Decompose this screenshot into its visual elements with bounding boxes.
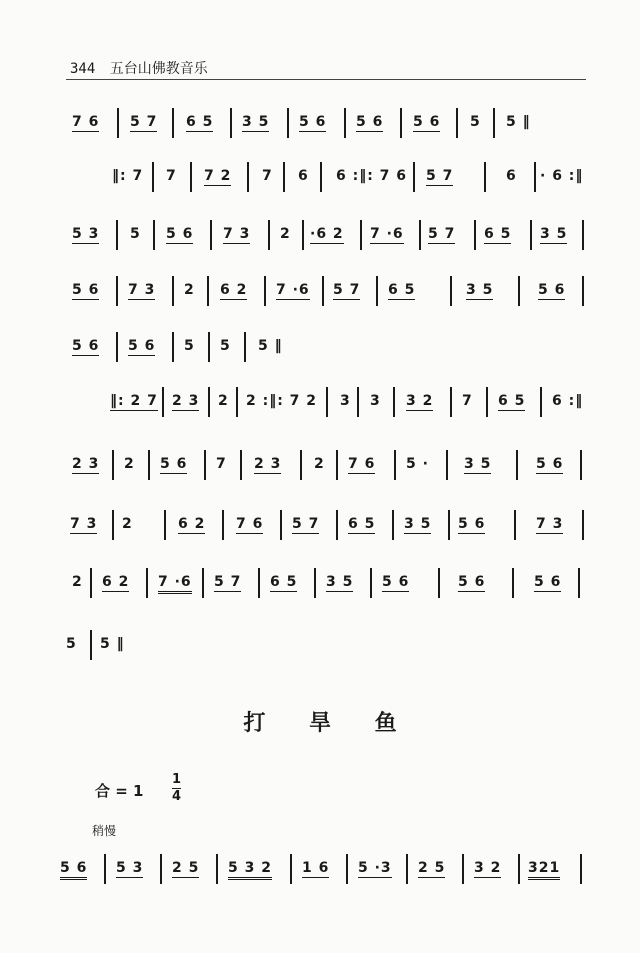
header-rule [66,79,586,80]
barline [413,162,415,192]
measure: 5 6 [534,574,562,590]
barline [190,162,192,192]
measure: 6 [506,168,517,184]
measure: 1 6 [302,860,330,876]
page-header [70,58,208,78]
score-line-1 [0,106,640,146]
barline [518,854,520,884]
barline [244,332,246,362]
barline [117,108,119,138]
barline [207,276,209,306]
measure: 7 6 [348,456,376,472]
meter-top: 1 [172,772,182,787]
measure: 2 3 [172,393,200,409]
measure: 2 [184,282,195,298]
time-signature [172,772,181,805]
measure: 2 :‖: 7 2 [246,393,318,409]
barline [172,332,174,362]
measure: 5 ‖ [506,114,531,130]
measure: 3 5 [466,282,494,298]
measure: 5 7 [428,226,456,242]
barline [357,387,359,417]
measure: 3 2 [474,860,502,876]
measure: 5 3 [72,226,100,242]
piece-title: 打 旱 鱼 [243,711,415,736]
barline [484,162,486,192]
measure: 3 5 [464,456,492,472]
barline [208,332,210,362]
measure: · 6 :‖ [540,168,584,184]
score-line-3 [0,218,640,258]
measure: 2 5 [418,860,446,876]
score-line-9 [0,566,640,606]
barline [290,854,292,884]
measure: 6 2 [102,574,130,590]
measure: 2 5 [172,860,200,876]
barline [534,162,536,192]
measure: 3 [370,393,381,409]
barline [582,510,584,540]
measure: 5 7 [292,516,320,532]
measure: ·6 2 [310,226,344,242]
measure: 2 3 [254,456,282,472]
barline [90,568,92,598]
barline [344,108,346,138]
measure: 5 6 [413,114,441,130]
barline [518,276,520,306]
measure: 6 2 [178,516,206,532]
measure: 321 [528,860,560,880]
meter-bottom: 4 [172,789,182,804]
barline [112,450,114,480]
book-title: 五台山佛教音乐 [109,61,208,77]
measure: 7 3 [128,282,156,298]
barline [280,510,282,540]
measure: 3 5 [404,516,432,532]
score-line-10 [0,628,640,668]
measure: 2 [72,574,83,590]
barline [240,450,242,480]
barline [204,450,206,480]
measure: 5 [130,226,141,242]
measure: 3 [340,393,351,409]
barline [376,276,378,306]
measure: 6 5 [484,226,512,242]
page-number: 344 [70,61,96,77]
measure: 5 6 [382,574,410,590]
barline [360,220,362,250]
measure: 6 5 [348,516,376,532]
barline [172,276,174,306]
key-signature: 合 = 1 [95,782,144,800]
barline [146,568,148,598]
measure: 3 5 [242,114,270,130]
barline [202,568,204,598]
barline [446,450,448,480]
barline [90,630,92,660]
barline [116,332,118,362]
measure: ‖: 7 [112,168,144,184]
barline [406,854,408,884]
barline [438,568,440,598]
measure: 5 [470,114,481,130]
barline [116,220,118,250]
barline [450,276,452,306]
measure: 7 6 [72,114,100,130]
barline [400,108,402,138]
measure: 5 6 [60,860,87,880]
barline [320,162,322,192]
measure: 3 5 [326,574,354,590]
measure: 2 3 [72,456,100,472]
barline [580,854,582,884]
barline [450,387,452,417]
barline [287,108,289,138]
barline [148,450,150,480]
barline [268,220,270,250]
measure: 5 6 [128,338,156,354]
measure: 5 6 [458,574,486,590]
barline [153,220,155,250]
measure: 5 3 2 [228,860,272,880]
measure: 7 6 [236,516,264,532]
barline [116,276,118,306]
measure: 7 ·6 [370,226,404,242]
barline [222,510,224,540]
score-line-2 [0,160,640,200]
measure: 6 5 [270,574,298,590]
measure: 6 :‖ [552,393,584,409]
barline [456,108,458,138]
piece-line-1 [0,852,640,892]
barline [302,220,304,250]
barline [264,276,266,306]
measure: 6 :‖: 7 6 [336,168,408,184]
measure: 5 6 [160,456,188,472]
measure: 5 6 [72,282,100,298]
measure: 5 ·3 [358,860,392,876]
measure: 7 [166,168,177,184]
barline [419,220,421,250]
score-line-4 [0,274,640,314]
measure: 7 3 [223,226,251,242]
barline [486,387,488,417]
score-line-8 [0,508,640,548]
barline [493,108,495,138]
barline [514,510,516,540]
barline [322,276,324,306]
measure: 2 [314,456,325,472]
barline [474,220,476,250]
measure: 5 6 [458,516,486,532]
barline [580,450,582,480]
barline [152,162,154,192]
measure: 5 ‖ [100,636,125,652]
measure: 5 · [406,456,429,472]
score-line-7 [0,448,640,488]
measure: 5 7 [130,114,158,130]
barline [326,387,328,417]
measure: 7 2 [204,168,232,184]
barline [530,220,532,250]
barline [314,568,316,598]
measure: 3 2 [406,393,434,409]
barline [582,276,584,306]
score-line-6 [0,385,640,425]
barline [216,854,218,884]
barline [104,854,106,884]
barline [258,568,260,598]
barline [336,510,338,540]
barline [370,568,372,598]
measure: 7 [262,168,273,184]
barline [230,108,232,138]
barline [210,220,212,250]
measure: 5 3 [116,860,144,876]
measure: 5 7 [333,282,361,298]
measure: 7 ·6 [158,574,192,594]
measure: 3 5 [540,226,568,242]
measure: 5 [220,338,231,354]
measure: 2 [280,226,291,242]
measure: 2 [218,393,229,409]
barline [540,387,542,417]
barline [346,854,348,884]
measure: 5 [184,338,195,354]
measure: 5 6 [538,282,566,298]
score-line-5 [0,330,640,370]
barline [162,387,164,417]
measure: 6 2 [220,282,248,298]
measure: 5 6 [536,456,564,472]
measure: ‖: 2 7 [110,393,158,409]
measure: 6 5 [388,282,416,298]
measure: 6 5 [498,393,526,409]
barline [336,450,338,480]
measure: 6 5 [186,114,214,130]
barline [300,450,302,480]
barline [236,387,238,417]
measure: 5 [66,636,77,652]
barline [394,450,396,480]
measure: 5 7 [214,574,242,590]
measure: 5 6 [299,114,327,130]
barline [448,510,450,540]
barline [208,387,210,417]
measure: 5 6 [356,114,384,130]
barline [164,510,166,540]
measure: 6 [298,168,309,184]
barline [582,220,584,250]
measure: 7 3 [536,516,564,532]
barline [392,510,394,540]
barline [578,568,580,598]
measure: 5 6 [166,226,194,242]
measure: 5 7 [426,168,454,184]
barline [283,162,285,192]
barline [247,162,249,192]
measure: 7 3 [70,516,98,532]
measure: 7 [462,393,473,409]
barline [512,568,514,598]
barline [160,854,162,884]
barline [462,854,464,884]
barline [172,108,174,138]
measure: 2 [124,456,135,472]
barline [393,387,395,417]
measure: 5 ‖ [258,338,283,354]
tempo-marking: 稍慢 [92,824,117,838]
measure: 2 [122,516,133,532]
measure: 7 ·6 [276,282,310,298]
barline [112,510,114,540]
measure: 5 6 [72,338,100,354]
barline [516,450,518,480]
measure: 7 [216,456,227,472]
